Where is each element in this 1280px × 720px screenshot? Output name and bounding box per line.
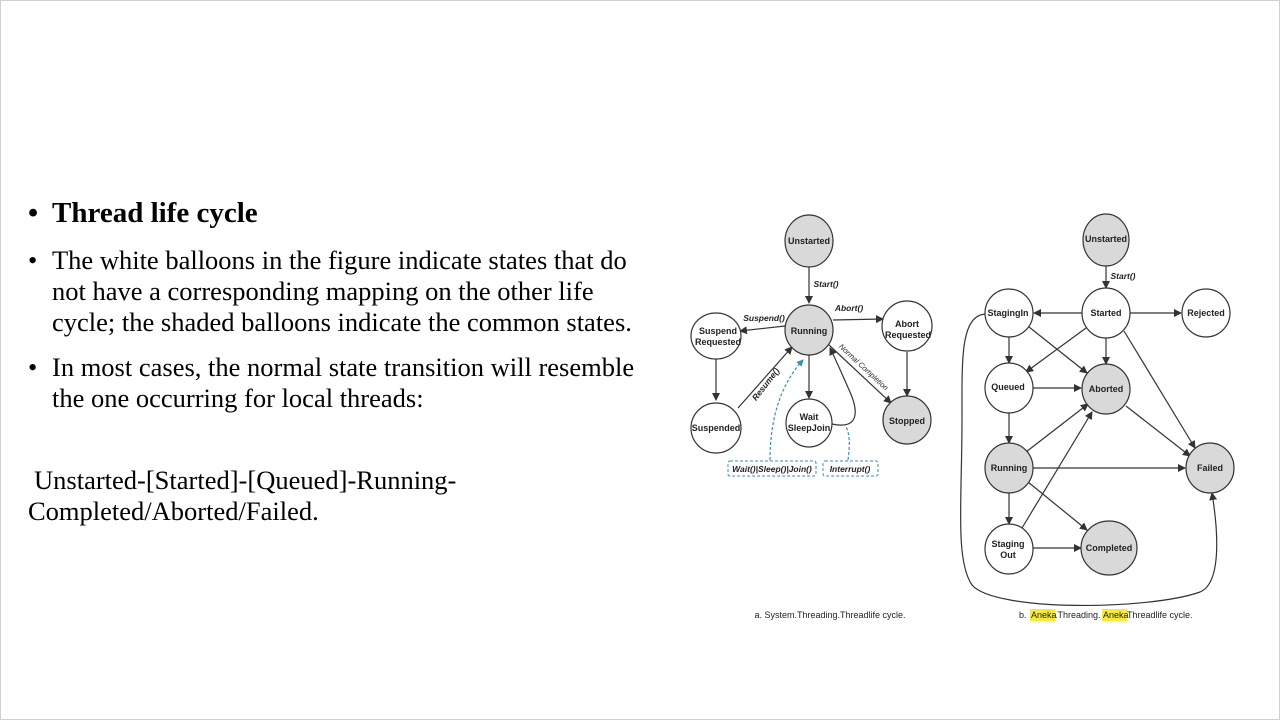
- edge-b-running-to-completed: [1028, 482, 1087, 530]
- label-b-stagingin: StagingIn: [987, 308, 1029, 318]
- edge-normal-completion: [829, 345, 891, 403]
- label-b-aborted: Aborted: [1088, 384, 1124, 394]
- bullet-list: [28, 198, 638, 428]
- label-b-started: Started: [1090, 308, 1122, 318]
- thread-lifecycle-diagrams: [680, 200, 1240, 630]
- node-b-stagingout: [985, 524, 1033, 574]
- caption-a: a. System.Threading.Threadlife cycle.: [754, 610, 906, 620]
- label-a-suspend: Suspend(): [743, 313, 785, 323]
- caption-b-middle: .Threading.: [1055, 610, 1101, 620]
- bullet-item: [28, 352, 638, 414]
- node-a-suspend-requested: [691, 313, 741, 359]
- label-a-abort: Abort(): [834, 303, 864, 313]
- sequence-line-2: Completed/Aborted/Failed.: [28, 496, 319, 526]
- caption-b-text: [1019, 610, 1193, 620]
- label-a-suspend-2: Requested: [694, 337, 742, 347]
- label-a-running: Running: [790, 326, 828, 336]
- label-b-stagingout-2: Out: [1000, 550, 1016, 560]
- label-a-normal-completion: Normal Completion: [837, 341, 891, 393]
- label-a-wait-2: SleepJoin: [787, 423, 831, 433]
- bullet-heading: [28, 198, 638, 229]
- bullet-dot: •: [28, 197, 39, 229]
- sequence-line-1: Unstarted-[Started]-[Queued]-Running-: [34, 465, 457, 495]
- label-b-completed: Completed: [1085, 543, 1133, 553]
- label-a-resume: Resume(): [749, 365, 782, 403]
- label-b-unstarted: Unstarted: [1084, 234, 1128, 244]
- edge-b-started-to-failed: [1124, 331, 1195, 448]
- bullet-text: The white balloons in the figure indicate states that do not have a corresponding mapping on the other life cycle; the shaded balloons indicate the common states.: [52, 245, 632, 337]
- bullet-dot: •: [28, 245, 38, 275]
- label-b-queued: Queued: [991, 382, 1025, 392]
- label-a-start: Start(): [813, 279, 839, 289]
- label-a-interrupt: Interrupt(): [829, 464, 871, 474]
- label-b-stagingout-1: Staging: [991, 539, 1025, 549]
- label-a-wait-sleep-join: Wait()|Sleep()|Join(): [732, 464, 812, 474]
- label-a-abort-1: Abort: [895, 319, 919, 329]
- caption-b-aneka-2: Aneka: [1103, 610, 1129, 620]
- label-b-rejected: Rejected: [1187, 308, 1225, 318]
- edge-b-running-to-aborted: [1026, 404, 1088, 452]
- label-a-suspend-1: Suspend: [698, 326, 738, 336]
- label-b-start: Start(): [1110, 271, 1136, 281]
- bullet-text: In most cases, the normal state transition will resemble the one occurring for local threads:: [52, 352, 635, 413]
- bullet-item: [28, 245, 638, 338]
- state-sequence: [28, 465, 548, 527]
- edge-b-aborted-to-failed: [1126, 406, 1190, 456]
- label-a-wait-1: Wait: [799, 412, 819, 422]
- label-b-running: Running: [990, 463, 1028, 473]
- caption-b-aneka-1: Aneka: [1031, 610, 1057, 620]
- label-a-unstarted: Unstarted: [787, 236, 831, 246]
- caption-b-prefix: b.: [1019, 610, 1030, 620]
- label-a-suspended: Suspended: [691, 423, 741, 433]
- label-a-stopped: Stopped: [889, 416, 925, 426]
- heading-text: Thread life cycle: [52, 197, 258, 229]
- label-a-abort-2: Requested: [884, 330, 932, 340]
- bullet-dot: •: [28, 352, 38, 382]
- edge-abort: [833, 319, 883, 320]
- label-b-failed: Failed: [1196, 463, 1224, 473]
- edge-interrupt-dashed: [845, 425, 849, 460]
- caption-b-suffix: Threadlife cycle.: [1127, 610, 1193, 620]
- caption-b: [1019, 609, 1193, 621]
- edge-suspend: [740, 326, 785, 331]
